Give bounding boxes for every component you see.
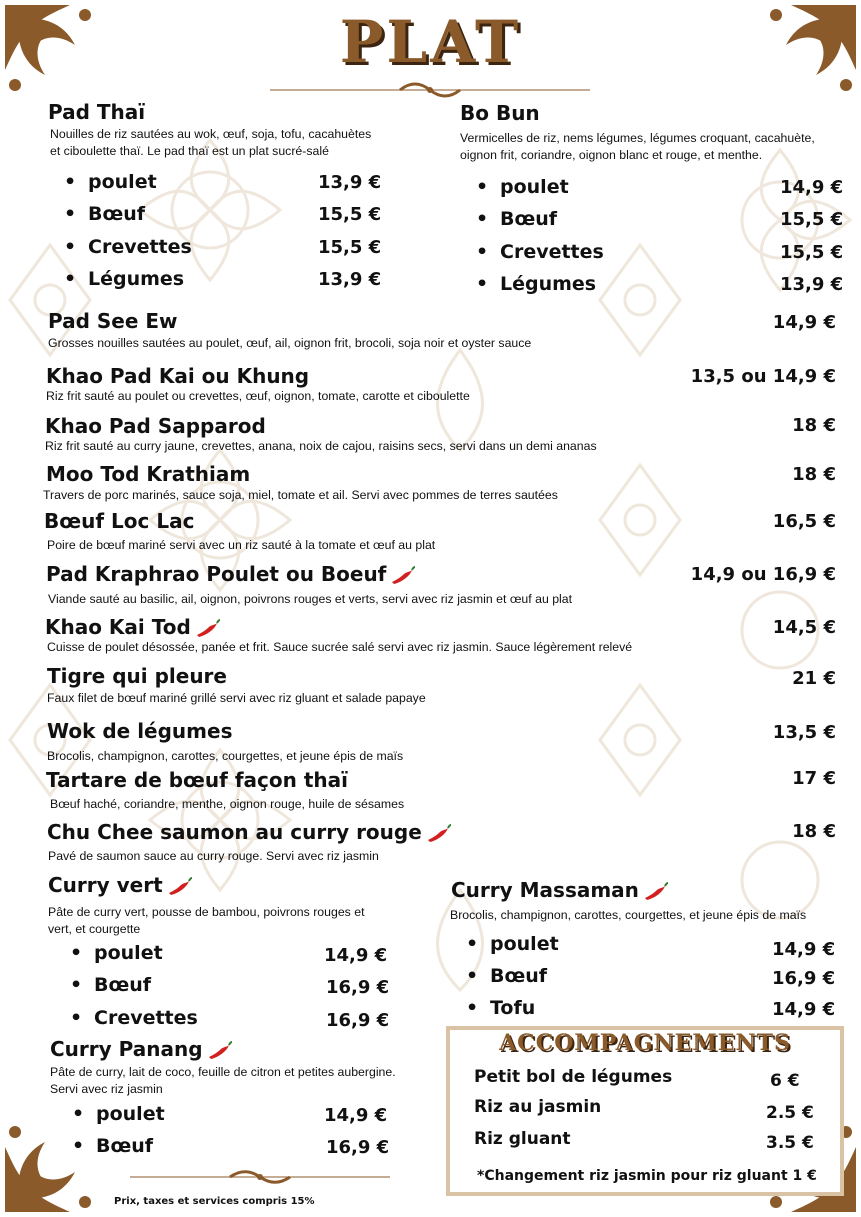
dish-name: Moo Tod Krathiam	[46, 462, 251, 486]
title-divider	[270, 82, 590, 102]
option-price: 13,9 €	[318, 172, 382, 193]
dish-name-bo-bun: Bo Bun	[460, 101, 540, 125]
dish-name: Bœuf Loc Lac	[44, 509, 195, 533]
option-price: 14,9 €	[780, 177, 844, 198]
option-price: 16,9 €	[326, 1010, 390, 1031]
page-title: PLAT	[339, 8, 522, 76]
dish-price: 17 €	[792, 768, 836, 789]
dish-price: 13,5 €	[772, 722, 836, 743]
dish-price: 14,9 ou 16,9 €	[690, 564, 836, 585]
option-price: 13,9 €	[780, 274, 844, 295]
dish-desc: vert, et courgette	[48, 922, 141, 936]
dish-desc: Poire de bœuf mariné servi avec un riz sauté à la tomate et œuf au plat	[47, 538, 436, 552]
dish-desc: Servi avec riz jasmin	[50, 1082, 163, 1096]
dish-desc: Bœuf haché, coriandre, menthe, oignon rouge, huile de sésames	[50, 797, 405, 811]
footer-note: Prix, taxes et services compris 15%	[114, 1196, 315, 1207]
dish-price: 14,9 €	[772, 312, 836, 333]
dish-price: 16,5 €	[772, 511, 836, 532]
option-label: • Bœuf	[490, 965, 547, 987]
option-price: 16,9 €	[326, 1137, 390, 1158]
dish-name-pad-thai: Pad Thaï	[48, 100, 146, 124]
option-price: 15,5 €	[318, 237, 382, 258]
dish-price: 14,5 €	[772, 617, 836, 638]
chili-pepper-icon	[195, 619, 221, 639]
dish-price: 21 €	[792, 668, 836, 689]
dish-desc: Grosses nouilles sautées au poulet, œuf, ail, oignon frit, brocoli, soja noir et oyster sauce	[48, 336, 532, 350]
option-label: • Bœuf	[96, 1135, 153, 1157]
dish-desc: Cuisse de poulet désossée, panée et frit. Sauce sucrée salé servi avec riz jasmin. Sauce légèrement relevé	[47, 640, 633, 654]
dish-desc: Viande sauté au basilic, ail, oignon, poivrons rouges et verts, servi avec riz jasmin et œuf au plat	[48, 592, 573, 606]
option-price: 16,9 €	[772, 968, 836, 989]
dish-desc: Pâte de curry vert, pousse de bambou, poivrons rouges et	[48, 905, 365, 919]
dish-name-curry-vert	[48, 873, 193, 897]
option-price: 14,9 €	[772, 999, 836, 1020]
side-price: 2.5 €	[766, 1103, 814, 1123]
dish-name: Pad See Ew	[48, 309, 178, 333]
dish-desc: Pavé de saumon sauce au curry rouge. Servi avec riz jasmin	[48, 849, 379, 863]
chili-pepper-icon	[207, 1041, 233, 1061]
chili-pepper-icon	[643, 882, 669, 902]
dish-desc-bo-bun-1: Vermicelles de riz, nems légumes, légumes croquant, cacahuète,	[460, 131, 815, 145]
side-label: Riz au jasmin	[474, 1097, 602, 1117]
option-label: • Bœuf	[94, 974, 151, 996]
dish-desc-pad-thai-1: Nouilles de riz sautées au wok, œuf, soja, tofu, cacahuètes	[50, 127, 372, 141]
option-label: • Légumes	[500, 273, 596, 295]
option-price: 14,9 €	[324, 1105, 388, 1126]
option-label: • Bœuf	[88, 203, 145, 225]
option-label: • Bœuf	[500, 208, 557, 230]
side-price: 6 €	[770, 1071, 800, 1091]
dish-name-curry-panang	[50, 1037, 233, 1061]
dish-desc: Brocolis, champignon, carottes, courgettes, et jeune épis de maïs	[450, 908, 807, 922]
corner-ornament-bottom-left	[0, 1107, 110, 1217]
side-price: 3.5 €	[766, 1133, 814, 1153]
dish-name-text: Pad Kraphrao Poulet ou Boeuf	[46, 562, 387, 586]
dish-name-text: Curry Massaman	[451, 878, 639, 902]
option-label: • Tofu	[490, 997, 535, 1019]
dish-name-text: Khao Kai Tod	[45, 615, 191, 639]
option-label: • poulet	[500, 176, 569, 198]
chili-pepper-icon	[426, 824, 452, 844]
option-label: • poulet	[94, 942, 163, 964]
option-price: 15,5 €	[780, 209, 844, 230]
dish-name	[45, 615, 221, 639]
dish-name: Khao Pad Kai ou Khung	[46, 364, 310, 388]
dish-name-text: Curry Panang	[50, 1037, 203, 1061]
dish-desc-bo-bun-2: oignon frit, coriandre, oignon blanc et rouge, et menthe.	[460, 148, 763, 162]
option-price: 16,9 €	[326, 977, 390, 998]
dish-name: Khao Pad Sapparod	[45, 414, 266, 438]
dish-desc: Faux filet de bœuf mariné grillé servi avec riz gluant et salade papaye	[47, 691, 426, 705]
option-label: • Crevettes	[500, 241, 604, 263]
dish-name-curry-massaman	[451, 878, 669, 902]
dish-name: Wok de légumes	[47, 719, 233, 743]
option-price: 15,5 €	[780, 242, 844, 263]
dish-desc: Travers de porc marinés, sauce soja, miel, tomate et ail. Servi avec pommes de terres sautées	[43, 488, 558, 502]
dish-desc: Riz frit sauté au curry jaune, crevettes, anana, noix de cajou, raisins secs, servi dans un demi ananas	[45, 439, 597, 453]
dish-name	[46, 562, 416, 586]
side-label: Petit bol de légumes	[474, 1067, 673, 1087]
option-price: 15,5 €	[318, 204, 382, 225]
option-label: • Légumes	[88, 268, 184, 290]
option-label: • poulet	[88, 171, 157, 193]
option-label: • poulet	[96, 1103, 165, 1125]
dish-name: Tigre qui pleure	[47, 664, 227, 688]
accompagnements-title: ACCOMPAGNEMENTS	[499, 1030, 791, 1056]
dish-price: 18 €	[792, 464, 836, 485]
dish-name: Tartare de bœuf façon thaï	[46, 768, 348, 792]
dish-price: 18 €	[792, 821, 836, 842]
dish-desc-pad-thai-2: et ciboulette thaï. Le pad thaï est un plat sucré-salé	[50, 144, 329, 158]
option-label: • Crevettes	[88, 236, 192, 258]
dish-name-text: Chu Chee saumon au curry rouge	[47, 820, 422, 844]
chili-pepper-icon	[167, 877, 193, 897]
footer-divider	[110, 1168, 410, 1186]
dish-desc: Riz frit sauté au poulet ou crevettes, œuf, oignon, tomate, carotte et ciboulette	[46, 389, 470, 403]
side-note: *Changement riz jasmin pour riz gluant 1 €	[477, 1168, 817, 1184]
side-label: Riz gluant	[474, 1129, 571, 1149]
dish-name-text: Curry vert	[48, 873, 163, 897]
option-price: 13,9 €	[318, 269, 382, 290]
dish-price: 13,5 ou 14,9 €	[690, 366, 836, 387]
dish-name	[47, 820, 452, 844]
chili-pepper-icon	[390, 566, 416, 586]
option-label: • poulet	[490, 933, 559, 955]
option-price: 14,9 €	[772, 939, 836, 960]
dish-price: 18 €	[792, 415, 836, 436]
option-label: • Crevettes	[94, 1007, 198, 1029]
dish-desc: Pâte de curry, lait de coco, feuille de citron et petites aubergine.	[50, 1065, 396, 1079]
option-price: 14,9 €	[324, 945, 388, 966]
dish-desc: Brocolis, champignon, carottes, courgettes, et jeune épis de maïs	[47, 749, 404, 763]
